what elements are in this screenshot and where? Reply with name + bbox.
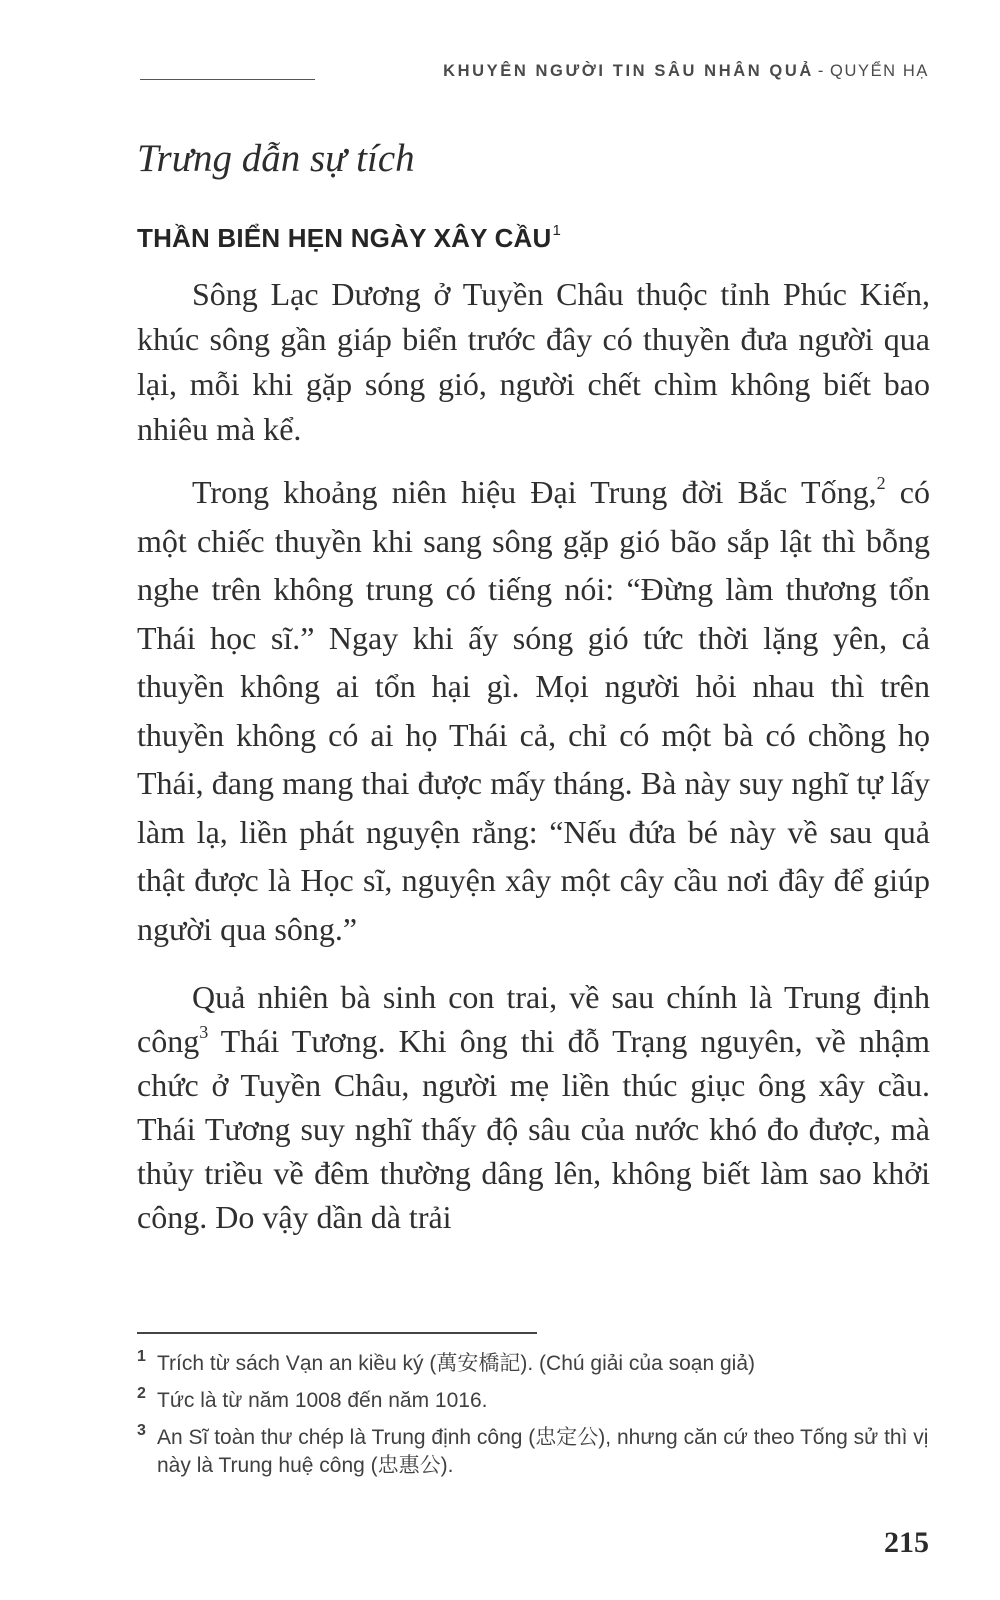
footnote-ref-3: 3 <box>199 1022 209 1042</box>
footnote-text: An Sĩ toàn thư chép là Trung định công (忠定公), nhưng căn cứ theo Tống sử thì vị này là Trung huệ công (忠惠公). <box>157 1426 929 1477</box>
footnote-divider <box>137 1332 537 1334</box>
footnotes <box>137 1350 937 1489</box>
footnote-3 <box>137 1424 937 1480</box>
footnote-1 <box>137 1350 937 1378</box>
footnote-ref-1: 1 <box>552 222 562 239</box>
footnote-number: 3 <box>137 1422 146 1439</box>
volume-label: QUYỂN HẠ <box>830 62 929 80</box>
header-separator: - <box>817 62 827 80</box>
running-header <box>443 62 929 81</box>
footnote-number: 2 <box>137 1385 146 1402</box>
paragraph-2-start: Trong khoảng niên hiệu Đại Trung đời Bắc Tống, <box>192 474 877 510</box>
paragraph-3 <box>137 975 930 1239</box>
body-text <box>137 272 930 1259</box>
paragraph-1: Sông Lạc Dương ở Tuyền Châu thuộc tỉnh Phúc Kiến, khúc sông gần giáp biển trước đây có thuyền đưa người qua lại, mỗi khi gặp sóng gió, người chết chìm không biết bao nhiêu mà kể. <box>137 276 930 447</box>
paragraph-2-rest: có một chiếc thuyền khi sang sông gặp gió bão sắp lật thì bỗng nghe trên không trung có tiếng nói: “Đừng làm thương tổn Thái học sĩ.” Ngay khi ấy sóng gió tức thời lặng yên, cả thuyền không ai tổn hại gì. Mọi người hỏi nhau thì trên thuyền không có ai họ Thái cả, chỉ có một bà có chồng họ Thái, đang mang thai được mấy tháng. Bà này suy nghĩ tự lấy làm lạ, liền phát nguyện rằng: “Nếu đứa bé này về sau quả thật được là Học sĩ, nguyện xây một cây cầu nơi đây để giúp người qua sông.” <box>137 474 931 947</box>
footnote-text: Trích từ sách Vạn an kiều ký (萬安橋記). (Chú giải của soạn giả) <box>157 1352 756 1375</box>
footnote-text: Tức là từ năm 1008 đến năm 1016. <box>157 1389 488 1412</box>
paragraph-2 <box>137 468 930 953</box>
header-rule <box>140 79 315 80</box>
story-title-text: THẦN BIỂN HẸN NGÀY XÂY CẦU <box>137 223 552 253</box>
section-title: Trưng dẫn sự tích <box>137 137 415 180</box>
footnote-2 <box>137 1387 937 1415</box>
story-title <box>137 222 561 254</box>
paragraph-3-rest: Thái Tương. Khi ông thi đỗ Trạng nguyên, về nhậm chức ở Tuyền Châu, người mẹ liền thúc giục ông xây cầu. Thái Tương suy nghĩ thấy độ sâu của nước khó đo được, mà thủy triều về đêm thường dâng lên, không biết làm sao khởi công. Do vậy dần dà trải <box>137 1023 930 1235</box>
book-title: KHUYÊN NGƯỜI TIN SÂU NHÂN QUẢ <box>443 62 814 80</box>
paragraph-3-start: Quả nhiên bà sinh con trai, về sau chính là Trung định công <box>137 979 930 1059</box>
footnote-number: 1 <box>137 1348 146 1365</box>
footnote-ref-2: 2 <box>876 473 886 493</box>
page-number: 215 <box>884 1526 929 1559</box>
